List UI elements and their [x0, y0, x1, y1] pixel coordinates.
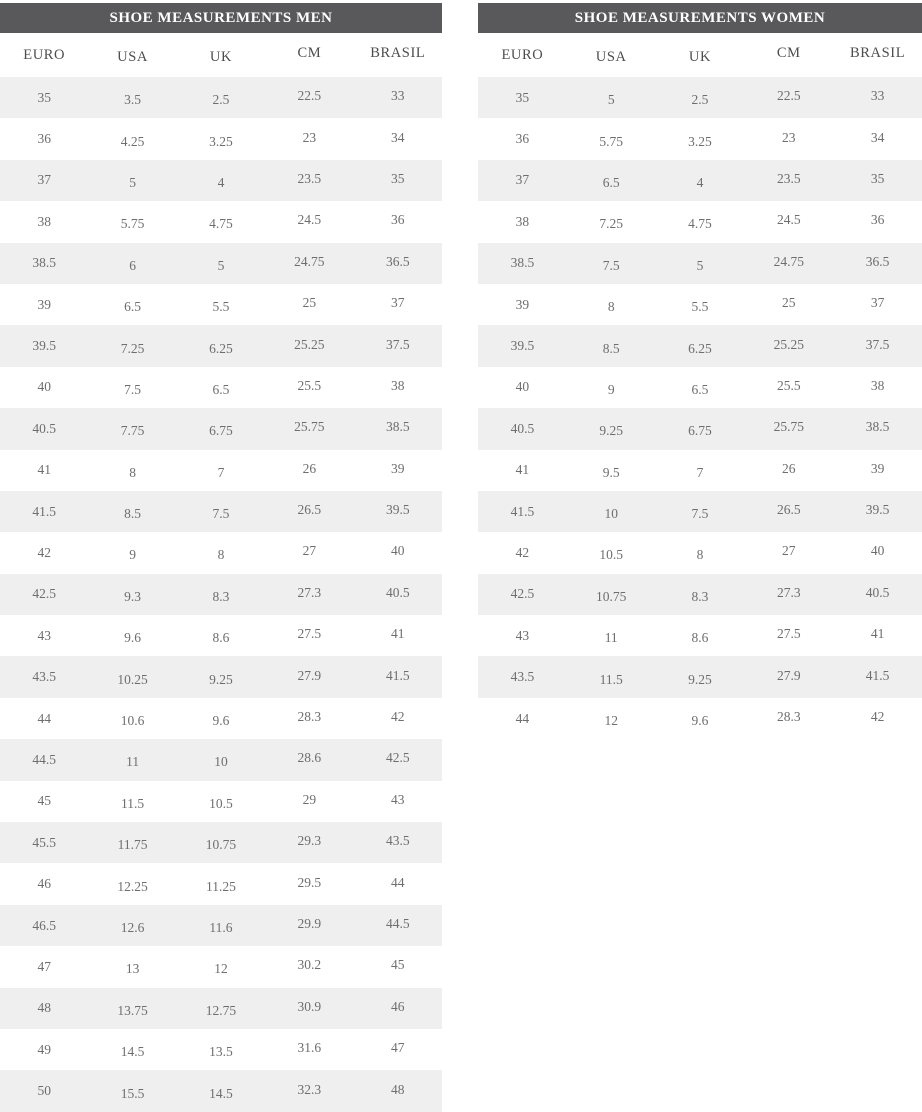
table-cell: 27.3 [265, 574, 353, 615]
table-cell: 8 [656, 532, 745, 573]
table-cell: 5 [567, 77, 656, 118]
table-cell: 33 [833, 77, 922, 118]
table-cell: 11.5 [88, 781, 176, 822]
table-cell: 25.75 [265, 408, 353, 449]
table-cell: 43 [0, 615, 88, 656]
table-cell: 27 [265, 532, 353, 573]
table-cell: 24.5 [744, 201, 833, 242]
table-cell: 10.75 [177, 822, 265, 863]
table-cell: 28.6 [265, 739, 353, 780]
column-header-uk: UK [656, 33, 745, 77]
table-cell: 8.5 [88, 491, 176, 532]
table-cell: 10.6 [88, 698, 176, 739]
table-cell: 7 [656, 450, 745, 491]
table-cell: 12.75 [177, 988, 265, 1029]
table-cell: 40.5 [0, 408, 88, 449]
table-cell: 44.5 [0, 739, 88, 780]
table-cell: 7 [177, 450, 265, 491]
men-measurements-table [0, 33, 442, 1112]
table-row [0, 532, 442, 573]
table-cell: 48 [354, 1070, 442, 1111]
table-row [0, 160, 442, 201]
table-cell: 47 [354, 1029, 442, 1070]
table-cell: 32.3 [265, 1070, 353, 1111]
table-cell: 39 [833, 450, 922, 491]
table-cell: 10.5 [177, 781, 265, 822]
table-row [478, 408, 922, 449]
table-cell: 42.5 [354, 739, 442, 780]
table-cell: 23.5 [265, 160, 353, 201]
table-cell: 11 [88, 739, 176, 780]
table-cell: 4.25 [88, 118, 176, 159]
table-cell: 41.5 [0, 491, 88, 532]
table-cell: 14.5 [88, 1029, 176, 1070]
table-cell: 44 [354, 863, 442, 904]
table-cell: 11.6 [177, 905, 265, 946]
table-cell: 7.5 [656, 491, 745, 532]
column-header-cm: CM [265, 33, 353, 77]
table-cell: 9.6 [656, 698, 745, 739]
table-row [478, 532, 922, 573]
table-cell: 47 [0, 946, 88, 987]
table-cell: 25.5 [265, 367, 353, 408]
table-cell: 11.5 [567, 656, 656, 697]
table-cell: 24.75 [744, 243, 833, 284]
table-cell: 41 [0, 450, 88, 491]
table-cell: 48 [0, 988, 88, 1029]
column-header-euro: EURO [478, 33, 567, 77]
women-table-header [478, 33, 922, 77]
table-cell: 40 [0, 367, 88, 408]
table-cell: 25.75 [744, 408, 833, 449]
table-row [0, 574, 442, 615]
table-cell: 8.6 [177, 615, 265, 656]
table-cell: 35 [478, 77, 567, 118]
table-cell: 9.6 [177, 698, 265, 739]
table-cell: 38.5 [478, 243, 567, 284]
table-cell: 39.5 [354, 491, 442, 532]
table-cell: 38 [354, 367, 442, 408]
table-cell: 6.5 [177, 367, 265, 408]
table-cell: 39.5 [833, 491, 922, 532]
table-cell: 40.5 [478, 408, 567, 449]
table-cell: 5.5 [177, 284, 265, 325]
table-row [478, 77, 922, 118]
table-cell: 13.75 [88, 988, 176, 1029]
table-cell: 49 [0, 1029, 88, 1070]
table-cell: 12.25 [88, 863, 176, 904]
table-cell: 5 [177, 243, 265, 284]
column-header-row [0, 33, 442, 77]
table-cell: 27.9 [265, 656, 353, 697]
column-header-euro: EURO [0, 33, 88, 77]
table-cell: 40.5 [354, 574, 442, 615]
table-cell: 33 [354, 77, 442, 118]
table-cell: 9.25 [177, 656, 265, 697]
column-header-usa: USA [567, 33, 656, 77]
table-cell: 9 [88, 532, 176, 573]
table-cell: 24.75 [265, 243, 353, 284]
table-cell: 36.5 [833, 243, 922, 284]
table-cell: 7.5 [567, 243, 656, 284]
column-header-uk: UK [177, 33, 265, 77]
table-row [0, 243, 442, 284]
table-row [478, 160, 922, 201]
table-cell: 14.5 [177, 1070, 265, 1111]
table-cell: 4.75 [656, 201, 745, 242]
table-cell: 6.75 [177, 408, 265, 449]
table-cell: 41.5 [354, 656, 442, 697]
table-row [0, 118, 442, 159]
table-cell: 35 [0, 77, 88, 118]
women-chart-title: SHOE MEASUREMENTS WOMEN [574, 9, 826, 26]
table-row [478, 615, 922, 656]
table-cell: 42 [478, 532, 567, 573]
table-cell: 40 [833, 532, 922, 573]
table-cell: 9.25 [567, 408, 656, 449]
table-cell: 31.6 [265, 1029, 353, 1070]
table-cell: 26 [265, 450, 353, 491]
column-header-brasil: BRASIL [833, 33, 922, 77]
table-cell: 38.5 [833, 408, 922, 449]
table-cell: 8 [177, 532, 265, 573]
table-cell: 36 [354, 201, 442, 242]
table-cell: 10 [177, 739, 265, 780]
table-cell: 12 [567, 698, 656, 739]
table-cell: 13.5 [177, 1029, 265, 1070]
table-row [0, 491, 442, 532]
table-cell: 45 [354, 946, 442, 987]
table-cell: 9.5 [567, 450, 656, 491]
column-header-brasil: BRASIL [354, 33, 442, 77]
table-cell: 25 [265, 284, 353, 325]
table-cell: 6.25 [656, 325, 745, 366]
table-row [478, 243, 922, 284]
table-row [0, 284, 442, 325]
table-cell: 25.5 [744, 367, 833, 408]
table-row [0, 739, 442, 780]
table-row [0, 946, 442, 987]
table-cell: 23.5 [744, 160, 833, 201]
table-row [0, 863, 442, 904]
table-row [0, 698, 442, 739]
table-cell: 3.25 [656, 118, 745, 159]
table-cell: 28.3 [265, 698, 353, 739]
table-cell: 36.5 [354, 243, 442, 284]
men-table-body [0, 77, 442, 1112]
men-size-chart [0, 3, 442, 1112]
table-cell: 35 [833, 160, 922, 201]
table-row [0, 615, 442, 656]
table-cell: 8.6 [656, 615, 745, 656]
table-cell: 26.5 [265, 491, 353, 532]
table-cell: 34 [354, 118, 442, 159]
table-row [0, 988, 442, 1029]
table-cell: 43.5 [0, 656, 88, 697]
table-cell: 10.75 [567, 574, 656, 615]
table-cell: 43 [354, 781, 442, 822]
table-row [478, 698, 922, 739]
table-row [478, 450, 922, 491]
table-row [0, 408, 442, 449]
column-header-usa: USA [88, 33, 176, 77]
table-cell: 41.5 [833, 656, 922, 697]
table-cell: 38 [478, 201, 567, 242]
table-cell: 37.5 [354, 325, 442, 366]
table-cell: 4.75 [177, 201, 265, 242]
table-cell: 25.25 [744, 325, 833, 366]
table-row [0, 77, 442, 118]
table-cell: 39.5 [478, 325, 567, 366]
table-cell: 4 [177, 160, 265, 201]
table-cell: 12.6 [88, 905, 176, 946]
table-cell: 37 [354, 284, 442, 325]
table-cell: 9 [567, 367, 656, 408]
table-cell: 27.9 [744, 656, 833, 697]
table-cell: 35 [354, 160, 442, 201]
table-cell: 45 [0, 781, 88, 822]
table-cell: 37 [478, 160, 567, 201]
table-cell: 6.5 [656, 367, 745, 408]
table-row [478, 118, 922, 159]
table-cell: 41 [478, 450, 567, 491]
women-measurements-table [478, 33, 922, 739]
table-cell: 26.5 [744, 491, 833, 532]
table-cell: 44 [478, 698, 567, 739]
table-cell: 8.3 [177, 574, 265, 615]
table-cell: 30.2 [265, 946, 353, 987]
table-cell: 38 [833, 367, 922, 408]
table-cell: 46.5 [0, 905, 88, 946]
table-row [0, 450, 442, 491]
table-cell: 39.5 [0, 325, 88, 366]
table-cell: 10 [567, 491, 656, 532]
table-cell: 12 [177, 946, 265, 987]
table-cell: 22.5 [265, 77, 353, 118]
table-cell: 24.5 [265, 201, 353, 242]
table-row [478, 491, 922, 532]
table-cell: 25 [744, 284, 833, 325]
table-cell: 8 [88, 450, 176, 491]
table-cell: 30.9 [265, 988, 353, 1029]
table-cell: 41 [354, 615, 442, 656]
table-cell: 5 [656, 243, 745, 284]
table-cell: 40.5 [833, 574, 922, 615]
table-cell: 42 [833, 698, 922, 739]
table-cell: 10.5 [567, 532, 656, 573]
table-cell: 44.5 [354, 905, 442, 946]
women-size-chart [478, 3, 922, 1112]
women-chart-title-bar [478, 3, 922, 33]
table-cell: 11 [567, 615, 656, 656]
table-cell: 36 [833, 201, 922, 242]
table-cell: 43.5 [354, 822, 442, 863]
column-header-row [478, 33, 922, 77]
table-cell: 6.5 [567, 160, 656, 201]
table-cell: 22.5 [744, 77, 833, 118]
table-cell: 8.5 [567, 325, 656, 366]
table-cell: 9.3 [88, 574, 176, 615]
table-row [478, 574, 922, 615]
table-cell: 45.5 [0, 822, 88, 863]
table-cell: 25.25 [265, 325, 353, 366]
table-cell: 3.5 [88, 77, 176, 118]
table-cell: 40 [478, 367, 567, 408]
table-cell: 37.5 [833, 325, 922, 366]
table-cell: 27.5 [265, 615, 353, 656]
table-cell: 46 [0, 863, 88, 904]
table-cell: 5.5 [656, 284, 745, 325]
table-cell: 5.75 [567, 118, 656, 159]
table-cell: 6.25 [177, 325, 265, 366]
table-cell: 23 [744, 118, 833, 159]
men-chart-title: SHOE MEASUREMENTS MEN [109, 9, 333, 26]
table-cell: 43 [478, 615, 567, 656]
table-cell: 23 [265, 118, 353, 159]
table-cell: 7.25 [88, 325, 176, 366]
table-cell: 42 [0, 532, 88, 573]
table-cell: 7.25 [567, 201, 656, 242]
table-cell: 11.25 [177, 863, 265, 904]
table-row [0, 1070, 442, 1111]
table-cell: 38.5 [354, 408, 442, 449]
table-cell: 39 [354, 450, 442, 491]
table-cell: 7.75 [88, 408, 176, 449]
table-cell: 27 [744, 532, 833, 573]
table-cell: 29.3 [265, 822, 353, 863]
table-row [0, 201, 442, 242]
table-cell: 7.5 [88, 367, 176, 408]
table-row [0, 1029, 442, 1070]
table-cell: 6.75 [656, 408, 745, 449]
table-cell: 38.5 [0, 243, 88, 284]
table-cell: 39 [478, 284, 567, 325]
table-cell: 3.25 [177, 118, 265, 159]
table-cell: 10.25 [88, 656, 176, 697]
table-row [478, 367, 922, 408]
table-cell: 2.5 [177, 77, 265, 118]
table-cell: 29.5 [265, 863, 353, 904]
table-cell: 37 [0, 160, 88, 201]
table-cell: 43.5 [478, 656, 567, 697]
table-cell: 13 [88, 946, 176, 987]
table-row [478, 325, 922, 366]
table-cell: 38 [0, 201, 88, 242]
table-cell: 2.5 [656, 77, 745, 118]
men-chart-title-bar [0, 3, 442, 33]
table-row [478, 656, 922, 697]
table-cell: 29 [265, 781, 353, 822]
table-cell: 8 [567, 284, 656, 325]
table-cell: 9.6 [88, 615, 176, 656]
table-cell: 36 [478, 118, 567, 159]
table-cell: 4 [656, 160, 745, 201]
table-row [478, 284, 922, 325]
table-cell: 8.3 [656, 574, 745, 615]
table-cell: 34 [833, 118, 922, 159]
table-cell: 36 [0, 118, 88, 159]
men-table-header [0, 33, 442, 77]
table-row [0, 905, 442, 946]
table-cell: 6 [88, 243, 176, 284]
table-cell: 26 [744, 450, 833, 491]
table-cell: 46 [354, 988, 442, 1029]
table-cell: 6.5 [88, 284, 176, 325]
table-cell: 7.5 [177, 491, 265, 532]
table-cell: 5.75 [88, 201, 176, 242]
table-row [478, 201, 922, 242]
table-cell: 39 [0, 284, 88, 325]
table-cell: 50 [0, 1070, 88, 1111]
table-cell: 42.5 [0, 574, 88, 615]
table-cell: 27.5 [744, 615, 833, 656]
table-cell: 28.3 [744, 698, 833, 739]
table-cell: 42 [354, 698, 442, 739]
table-cell: 44 [0, 698, 88, 739]
table-row [0, 822, 442, 863]
table-row [0, 367, 442, 408]
table-row [0, 781, 442, 822]
table-cell: 42.5 [478, 574, 567, 615]
table-cell: 9.25 [656, 656, 745, 697]
table-row [0, 325, 442, 366]
women-table-body [478, 77, 922, 739]
table-cell: 37 [833, 284, 922, 325]
table-cell: 5 [88, 160, 176, 201]
table-cell: 41 [833, 615, 922, 656]
table-cell: 29.9 [265, 905, 353, 946]
table-cell: 15.5 [88, 1070, 176, 1111]
table-cell: 11.75 [88, 822, 176, 863]
table-row [0, 656, 442, 697]
table-cell: 41.5 [478, 491, 567, 532]
table-cell: 27.3 [744, 574, 833, 615]
column-header-cm: CM [744, 33, 833, 77]
table-cell: 40 [354, 532, 442, 573]
